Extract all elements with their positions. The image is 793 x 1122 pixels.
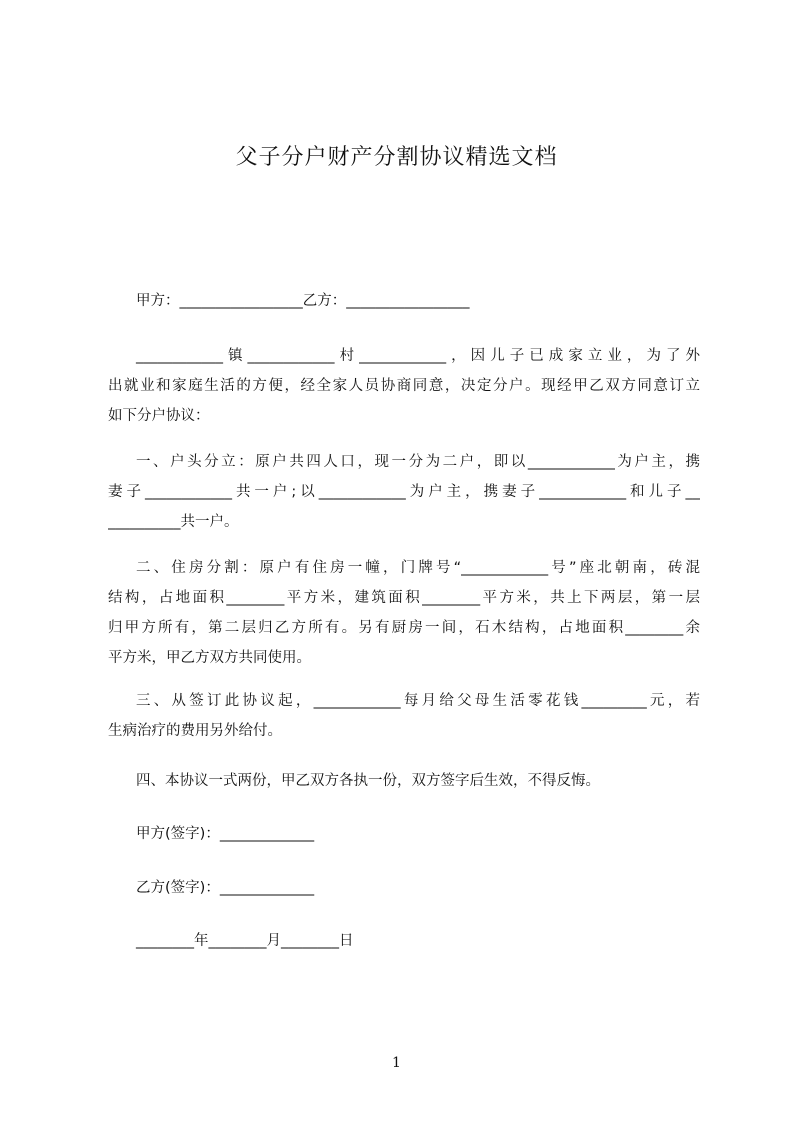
intro-paragraph [108, 341, 700, 431]
clause-4-text: 四、本协议一式两份，甲乙双方各执一份，双方签字后生效，不得反悔。 [136, 773, 600, 789]
intro-line-1: ____________镇____________村____________，因儿子已成家立业，为了外 [136, 348, 700, 364]
parties-line [108, 286, 700, 316]
clause-3-paragraph [108, 686, 700, 746]
clause-1-line-3: __________共一户。 [108, 514, 239, 530]
document-title: 父子分户财产分割协议精选文档 [235, 145, 558, 170]
date-line [108, 926, 700, 956]
signature-party-a [108, 819, 700, 849]
clause-2-line-2: 结构，占地面积________平方米，建筑面积________平方米，共上下两层，第一层 [108, 590, 700, 606]
signature-party-b [108, 873, 700, 903]
page-number: 1 [392, 1055, 401, 1071]
clause-1-line-1: 一、户头分立：原户共四人口，现一分为二户，即以____________为户主，携 [136, 454, 700, 470]
clause-3-line-2: 生病治疗的费用另外给付。 [108, 723, 282, 739]
intro-line-3: 如下分户协议： [108, 408, 210, 424]
clause-4-paragraph [108, 766, 700, 796]
clause-1-paragraph [108, 447, 700, 537]
date-line-text: ________年________月________日 [136, 933, 354, 949]
clause-1-line-2: 妻子____________共一户;以____________为户主，携妻子____________和儿子__ [108, 484, 700, 500]
clause-2-paragraph [108, 553, 700, 673]
clause-3-line-1: 三、从签订此协议起，____________每月给父母生活零花钱_________元，若 [136, 693, 700, 709]
clause-2-line-1: 二、住房分割：原户有住房一幢，门牌号“____________号”座北朝南，砖混 [136, 560, 700, 576]
signature-party-a-text: 甲方(签字)：_____________ [136, 826, 315, 842]
clause-2-line-3: 归甲方所有，第二层归乙方所有。另有厨房一间，石木结构，占地面积________余 [108, 620, 700, 636]
signature-party-b-text: 乙方(签字)：_____________ [136, 880, 315, 896]
parties-text: 甲方：_________________乙方：_________________ [136, 293, 470, 309]
clause-2-line-4: 平方米，甲乙方双方共同使用。 [108, 650, 311, 666]
intro-line-2: 出就业和家庭生活的方便，经全家人员协商同意，决定分户。现经甲乙双方同意订立 [108, 378, 700, 394]
